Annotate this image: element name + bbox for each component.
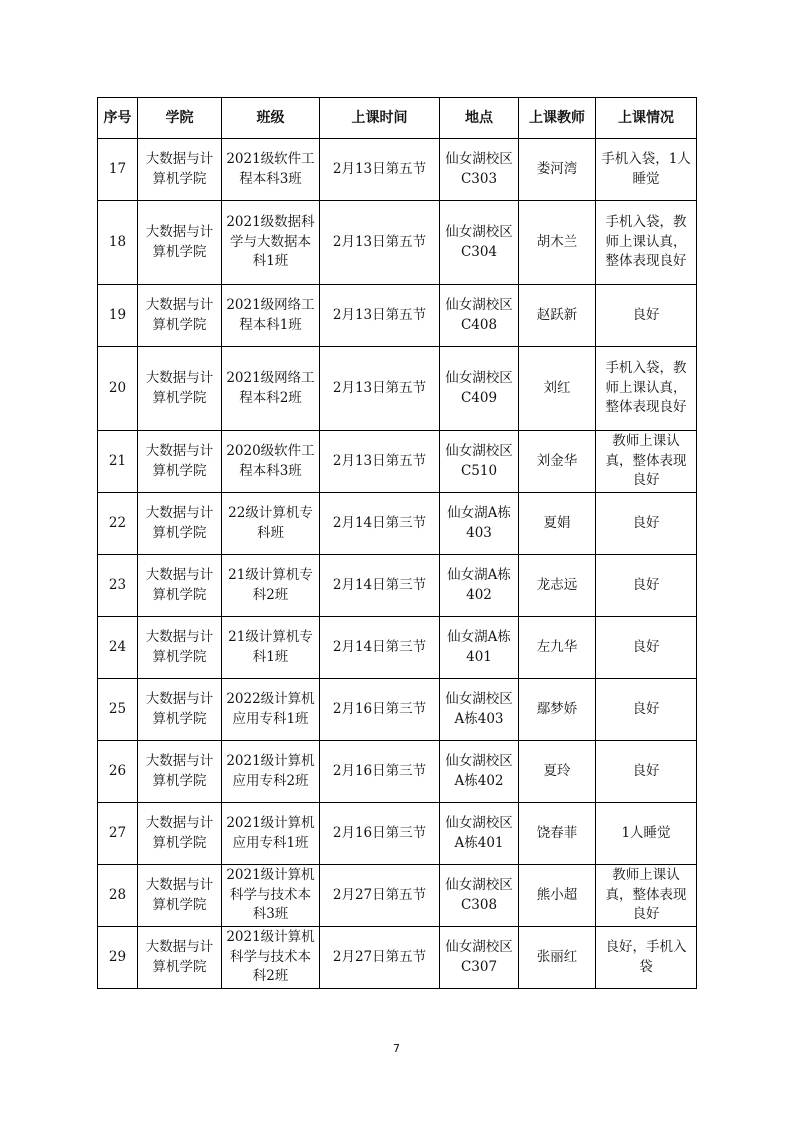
cell-time: 2月14日第三节 — [320, 555, 440, 617]
cell-location: 仙女湖校区C408 — [440, 285, 519, 347]
cell-time: 2月14日第三节 — [320, 493, 440, 555]
cell-class: 2022级计算机应用专科1班 — [222, 679, 320, 741]
cell-class: 21级计算机专科2班 — [222, 555, 320, 617]
table-row — [98, 285, 697, 347]
cell-status: 良好 — [596, 555, 697, 617]
table-row — [98, 431, 697, 493]
header-index: 序号 — [98, 98, 138, 139]
cell-time: 2月13日第五节 — [320, 431, 440, 493]
cell-index: 18 — [98, 201, 138, 285]
cell-location: 仙女湖校区C307 — [440, 927, 519, 989]
table-row — [98, 865, 697, 927]
cell-time: 2月13日第五节 — [320, 139, 440, 201]
cell-teacher: 刘红 — [519, 347, 596, 431]
cell-college: 大数据与计算机学院 — [138, 555, 222, 617]
cell-status: 良好 — [596, 285, 697, 347]
cell-college: 大数据与计算机学院 — [138, 139, 222, 201]
cell-college: 大数据与计算机学院 — [138, 347, 222, 431]
cell-teacher: 刘金华 — [519, 431, 596, 493]
cell-location: 仙女湖A栋403 — [440, 493, 519, 555]
cell-time: 2月16日第三节 — [320, 679, 440, 741]
header-location: 地点 — [440, 98, 519, 139]
cell-class: 2021级计算机科学与技术本科2班 — [222, 927, 320, 989]
cell-index: 24 — [98, 617, 138, 679]
cell-teacher: 赵跃新 — [519, 285, 596, 347]
header-teacher: 上课教师 — [519, 98, 596, 139]
cell-location: 仙女湖A栋401 — [440, 617, 519, 679]
cell-status: 教师上课认真，整体表现良好 — [596, 865, 697, 927]
table-row — [98, 617, 697, 679]
cell-time: 2月16日第三节 — [320, 803, 440, 865]
cell-college: 大数据与计算机学院 — [138, 679, 222, 741]
cell-status: 手机入袋，1人睡觉 — [596, 139, 697, 201]
cell-college: 大数据与计算机学院 — [138, 741, 222, 803]
cell-college: 大数据与计算机学院 — [138, 803, 222, 865]
cell-time: 2月13日第五节 — [320, 285, 440, 347]
cell-class: 21级计算机专科1班 — [222, 617, 320, 679]
cell-time: 2月16日第三节 — [320, 741, 440, 803]
table-body — [98, 139, 697, 989]
cell-time: 2月27日第五节 — [320, 865, 440, 927]
cell-index: 20 — [98, 347, 138, 431]
cell-status: 1人睡觉 — [596, 803, 697, 865]
table-row — [98, 679, 697, 741]
page-number: 7 — [393, 1042, 400, 1055]
cell-teacher: 左九华 — [519, 617, 596, 679]
cell-location: 仙女湖校区C510 — [440, 431, 519, 493]
cell-index: 29 — [98, 927, 138, 989]
cell-location: 仙女湖校区C303 — [440, 139, 519, 201]
cell-teacher: 夏玲 — [519, 741, 596, 803]
cell-class: 2021级网络工程本科2班 — [222, 347, 320, 431]
cell-college: 大数据与计算机学院 — [138, 927, 222, 989]
inspection-table — [97, 97, 697, 989]
table-header-row — [98, 98, 697, 139]
cell-time: 2月27日第五节 — [320, 927, 440, 989]
cell-location: 仙女湖校区A栋403 — [440, 679, 519, 741]
table-row — [98, 139, 697, 201]
cell-college: 大数据与计算机学院 — [138, 617, 222, 679]
cell-status: 手机入袋，教师上课认真，整体表现良好 — [596, 347, 697, 431]
cell-time: 2月13日第五节 — [320, 347, 440, 431]
table-row — [98, 493, 697, 555]
cell-status: 良好 — [596, 617, 697, 679]
cell-index: 23 — [98, 555, 138, 617]
cell-status: 良好 — [596, 679, 697, 741]
cell-status: 良好 — [596, 741, 697, 803]
cell-teacher: 熊小超 — [519, 865, 596, 927]
cell-index: 25 — [98, 679, 138, 741]
header-class: 班级 — [222, 98, 320, 139]
table-row — [98, 927, 697, 989]
cell-location: 仙女湖A栋402 — [440, 555, 519, 617]
cell-location: 仙女湖校区C409 — [440, 347, 519, 431]
cell-teacher: 娄河湾 — [519, 139, 596, 201]
cell-index: 22 — [98, 493, 138, 555]
table-row — [98, 347, 697, 431]
cell-status: 良好 — [596, 493, 697, 555]
cell-time: 2月14日第三节 — [320, 617, 440, 679]
header-status: 上课情况 — [596, 98, 697, 139]
cell-teacher: 龙志远 — [519, 555, 596, 617]
cell-teacher: 鄢梦娇 — [519, 679, 596, 741]
cell-location: 仙女湖校区A栋402 — [440, 741, 519, 803]
cell-location: 仙女湖校区C308 — [440, 865, 519, 927]
cell-location: 仙女湖校区C304 — [440, 201, 519, 285]
cell-status: 良好，手机入袋 — [596, 927, 697, 989]
cell-index: 17 — [98, 139, 138, 201]
cell-college: 大数据与计算机学院 — [138, 201, 222, 285]
cell-class: 2021级计算机应用专科1班 — [222, 803, 320, 865]
cell-college: 大数据与计算机学院 — [138, 493, 222, 555]
cell-class: 2021级计算机科学与技术本科3班 — [222, 865, 320, 927]
cell-college: 大数据与计算机学院 — [138, 285, 222, 347]
cell-class: 2021级网络工程本科1班 — [222, 285, 320, 347]
cell-class: 22级计算机专科班 — [222, 493, 320, 555]
cell-college: 大数据与计算机学院 — [138, 865, 222, 927]
cell-status: 手机入袋，教师上课认真，整体表现良好 — [596, 201, 697, 285]
cell-class: 2021级软件工程本科3班 — [222, 139, 320, 201]
cell-status: 教师上课认真，整体表现良好 — [596, 431, 697, 493]
cell-location: 仙女湖校区A栋401 — [440, 803, 519, 865]
cell-teacher: 夏娟 — [519, 493, 596, 555]
cell-teacher: 胡木兰 — [519, 201, 596, 285]
header-time: 上课时间 — [320, 98, 440, 139]
cell-time: 2月13日第五节 — [320, 201, 440, 285]
cell-index: 19 — [98, 285, 138, 347]
table-row — [98, 803, 697, 865]
cell-index: 26 — [98, 741, 138, 803]
cell-index: 21 — [98, 431, 138, 493]
header-college: 学院 — [138, 98, 222, 139]
table-row — [98, 741, 697, 803]
table-row — [98, 201, 697, 285]
cell-college: 大数据与计算机学院 — [138, 431, 222, 493]
cell-index: 27 — [98, 803, 138, 865]
cell-index: 28 — [98, 865, 138, 927]
cell-class: 2020级软件工程本科3班 — [222, 431, 320, 493]
table-row — [98, 555, 697, 617]
cell-teacher: 张丽红 — [519, 927, 596, 989]
cell-class: 2021级数据科学与大数据本科1班 — [222, 201, 320, 285]
cell-class: 2021级计算机应用专科2班 — [222, 741, 320, 803]
cell-teacher: 饶春菲 — [519, 803, 596, 865]
